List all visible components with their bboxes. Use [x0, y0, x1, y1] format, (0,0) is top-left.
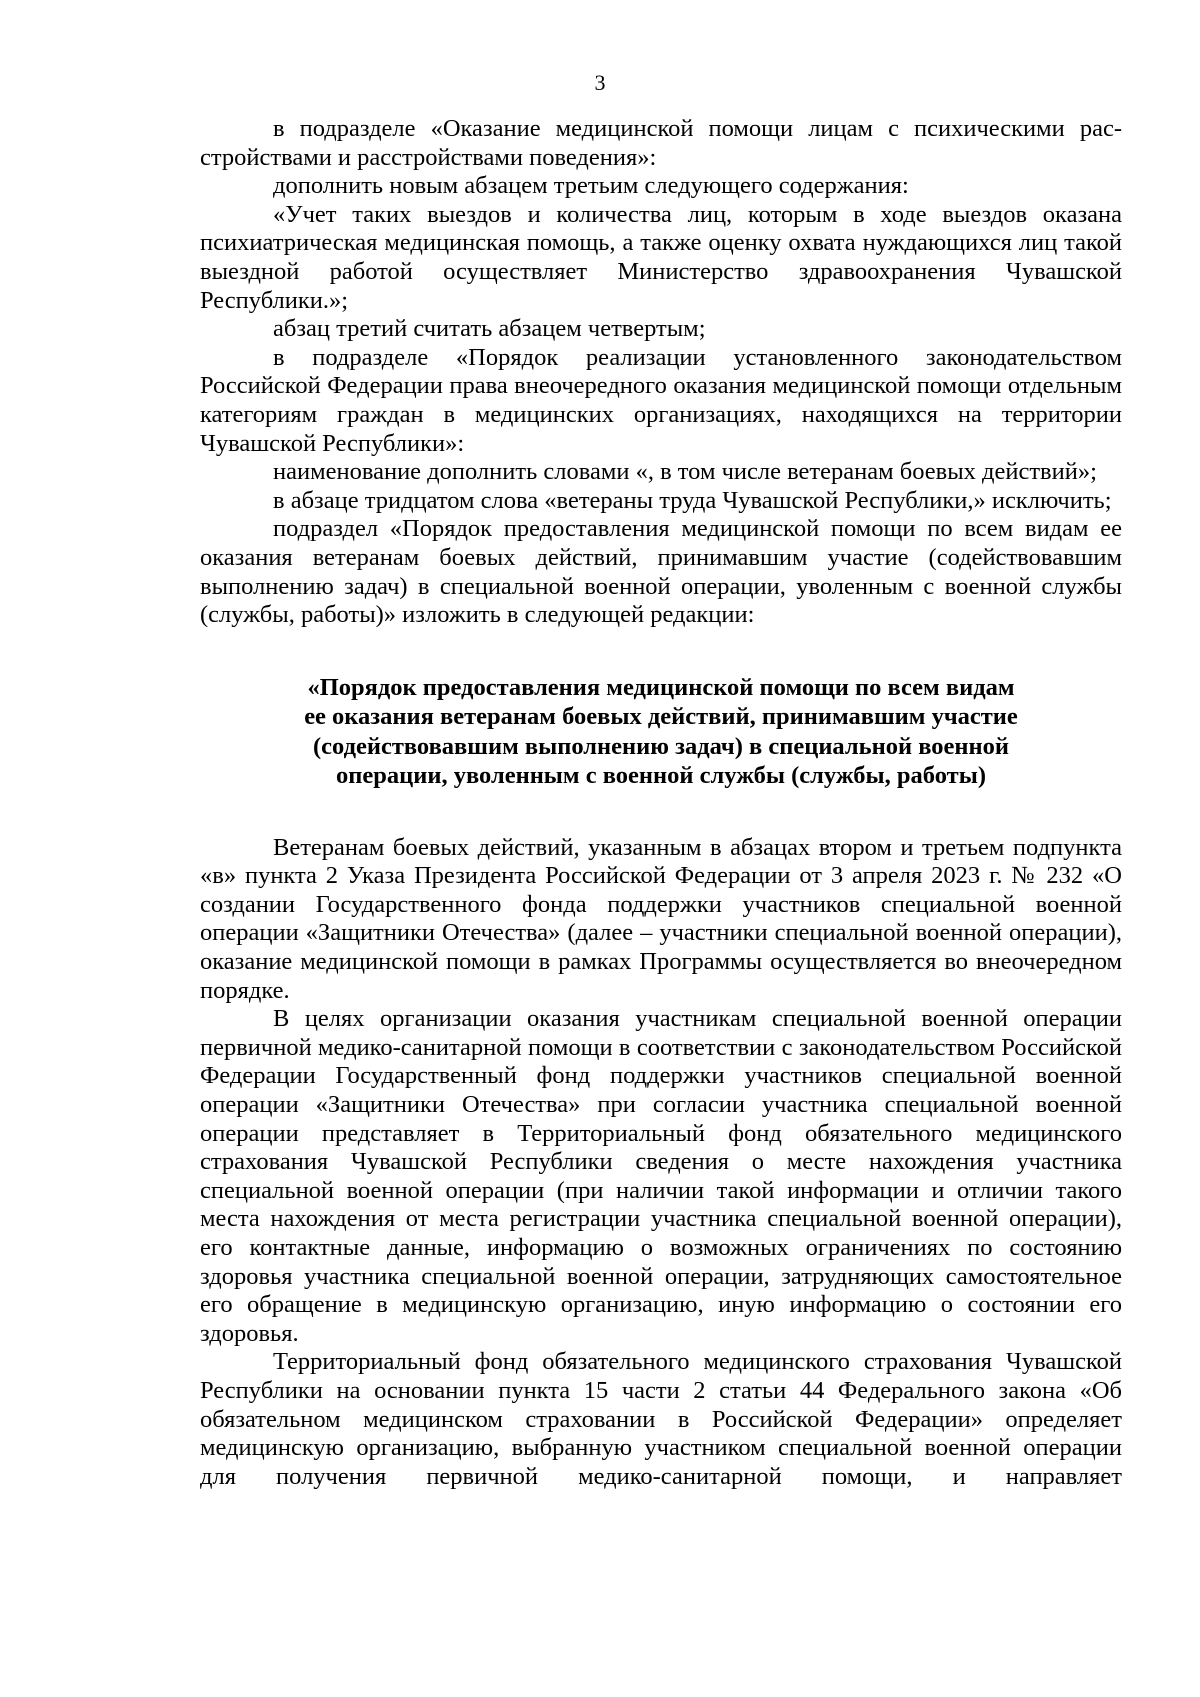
section-title-line: (содействовавшим выполнению задач) в специальной военной [313, 732, 1009, 760]
paragraph-quoted-accounting: «Учет таких выездов и количества лиц, которым в ходе выездов оказана психиатрическая медицинская помощь, а также оценку охвата нуждающихся лиц такой выездной работой осуществляет Министерство здравоохранения Чувашской Республики.»; [200, 200, 1122, 314]
paragraph-title-addition: наименование дополнить словами «, в том числе ветеранам боевых действий»; [273, 458, 1097, 486]
paragraph-subsection-priority-care: в подразделе «Порядок реализации установленного законодательством Российской Федерации права внеочередного оказания медицинской помощи отдельным категориям граждан в медицинских организациях, находящихся на территории Чувашской Республики»: [200, 343, 1122, 457]
paragraph-new-edition: подраздел «Порядок предоставления медицинской помощи по всем видам ее оказания ветеранам боевых действий, принимавшим участие (содействовавшим выполнению задач) в специальной военной операции, уволенным с военной службы (службы, работы)» изложить в следующей редакции: [200, 515, 1122, 629]
paragraph-veterans-priority: Ветеранам боевых действий, указанным в абзацах втором и третьем подпункта «в» пункта 2 Указа Президента Российской Федерации от 3 апреля 2023 г. № 232 «О создании Государственного фонда поддержки участников специальной военной операции «Защитники Отечества» (далее – участники специальной военной операции), оказание медицинской помощи в рамках Программы осуществляется во внеочередном порядке. [200, 833, 1122, 1004]
paragraph-thirtieth-para: в абзаце тридцатом слова «ветераны труда Чувашской Республики,» исключить; [273, 486, 1112, 514]
section-title-line: операции, уволенным с военной службы (службы, работы) [336, 762, 986, 790]
page-number: 3 [594, 70, 606, 95]
paragraph-add-third-para: дополнить новым абзацем третьим следующего содержания: [273, 172, 909, 200]
section-title [200, 673, 1122, 791]
paragraph-territorial-fund: Территориальный фонд обязательного медицинского страхования Чувашской Республики на основании пункта 15 части 2 статьи 44 Федерального закона «Об обязательном медицинском страховании в Российской Федерации» определяет медицинскую организацию, выбранную участником специальной военной операции для получения первичной медико-санитарной помощи, и направляет [200, 1348, 1122, 1490]
section-title-line: «Порядок предоставления медицинской помощи по всем видам [307, 673, 1015, 701]
paragraph-subsection-mental-health: в подразделе «Оказание медицинской помощи лицам с психическими расстройствами и расстройствами поведения»: [200, 115, 1122, 171]
document-body [200, 115, 1122, 1491]
paragraph-renumber: абзац третий считать абзацем четвертым; [273, 315, 706, 343]
paragraph-fund-information: В целях организации оказания участникам специальной военной операции первичной медико-санитарной помощи в соответствии с законодательством Российской Федерации Государственный фонд поддержки участников специальной военной операции «Защитники Отечества» при согласии участника специальной военной операции представляет в Территориальный фонд обязательного медицинского страхования Чувашской Республики сведения о месте нахождения участника специальной военной операции (при наличии такой информации и отличии такого места нахождения от места регистрации участника специальной военной операции), его контактные данные, информацию о возможных ограничениях по состоянию здоровья участника специальной военной операции, затрудняющих самостоятельное его обращение в медицинскую организацию, иную информацию о состоянии его здоровья. [200, 1005, 1122, 1347]
section-title-line: ее оказания ветеранам боевых действий, принимавшим участие [304, 703, 1018, 731]
